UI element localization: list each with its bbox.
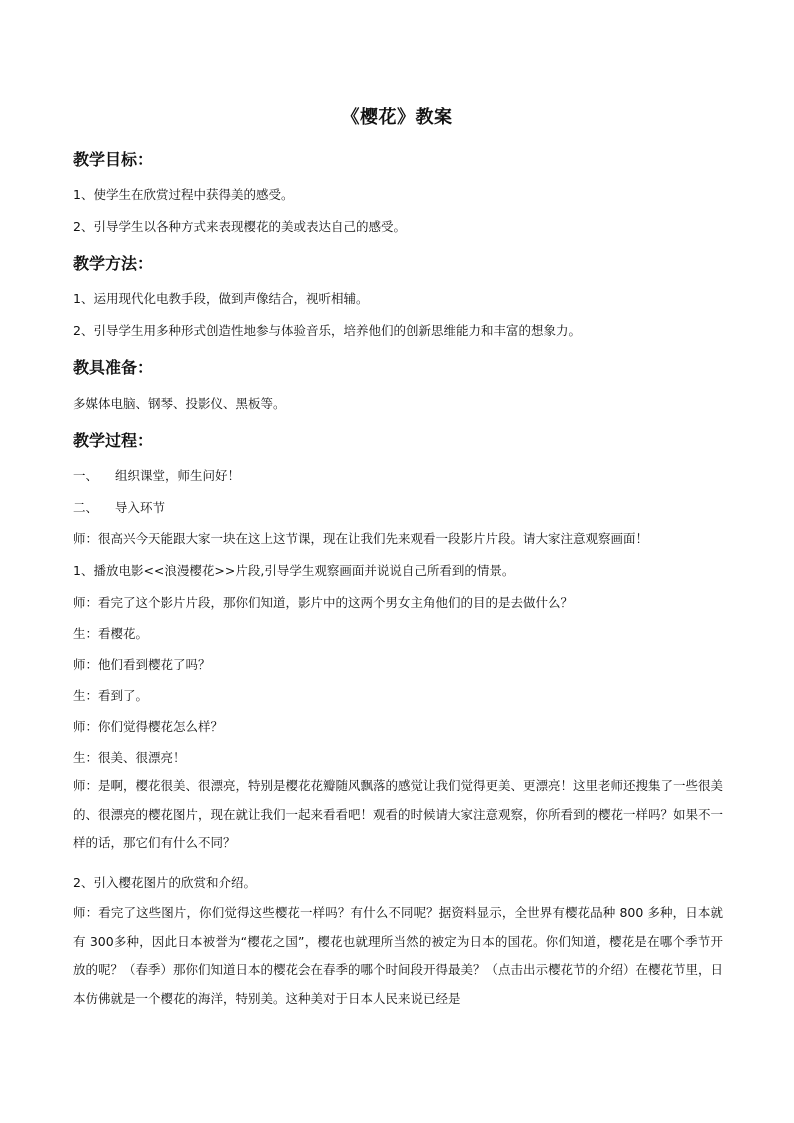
- dialogue-line: 师：他们看到樱花了吗？: [73, 657, 211, 672]
- step-number: 二、: [73, 500, 99, 515]
- goal-item-1: 1、使学生在欣赏过程中获得美的感受。: [73, 187, 294, 202]
- dialogue-line: 师：你们觉得樱花怎么样？: [73, 719, 224, 734]
- dialogue-line: 2、引入樱花图片的欣赏和介绍。: [73, 875, 256, 890]
- document-title: 《樱花》教案: [341, 107, 453, 128]
- process-step-1: [73, 466, 723, 485]
- dialogue-line: 师：很高兴今天能跟大家一块在这上这节课，现在让我们先来观看一段影片片段。请大家注意观察画面！: [73, 531, 649, 546]
- process-step-2: [73, 498, 723, 517]
- tools-item-1: 多媒体电脑、钢琴、投影仪、黑板等。: [73, 396, 286, 411]
- method-item-1: 1、运用现代化电教手段，做到声像结合，视听相辅。: [73, 291, 369, 306]
- paragraph-2: 师：看完了这些图片，你们觉得这些樱花一样吗？有什么不同呢？据资料显示，全世界有樱花品种 800 多种，日本就有 300多种，因此日本被誉为“樱花之国”，樱花也就理所当然的被定为日本的国花。你们知道，樱花是在哪个季节开放的呢？（春季）那你们知道日本的樱花会在春季的哪个时间段开得最美？（点击出示樱花节的介绍）在樱花节里，日本仿佛就是一个樱花的海洋，特别美。这种美对于日本人民来说已经是: [73, 905, 724, 1006]
- dialogue-line: 生：看樱花。: [73, 626, 149, 641]
- goal-item-2: 2、引导学生以各种方式来表现樱花的美或表达自己的感受。: [73, 219, 406, 234]
- step-text: 导入环节: [115, 500, 166, 515]
- dialogue-line: 生：很美、很漂亮！: [73, 750, 186, 765]
- dialogue-line: 师：看完了这个影片片段，那你们知道，影片中的这两个男女主角他们的目的是去做什么？: [73, 595, 574, 610]
- step-text: 组织课堂，师生问好！: [115, 468, 241, 483]
- heading-process: 教学过程：: [73, 431, 154, 450]
- heading-tools: 教具准备：: [73, 358, 154, 377]
- heading-goals: 教学目标：: [73, 150, 154, 169]
- heading-methods: 教学方法：: [73, 254, 154, 273]
- step-number: 一、: [73, 468, 99, 483]
- dialogue-line: 生：看到了。: [73, 688, 149, 703]
- dialogue-line: 1、播放电影<<浪漫樱花>>片段,引导学生观察画面并说说自己所看到的情景。: [73, 563, 515, 578]
- method-item-2: 2、引导学生用多种形式创造性地参与体验音乐，培养他们的创新思维能力和丰富的想象力。: [73, 323, 581, 338]
- paragraph-1: 师：是啊，樱花很美、很漂亮，特别是樱花花瓣随风飘落的感觉让我们觉得更美、更漂亮！这里老师还搜集了一些很美的、很漂亮的樱花图片，现在就让我们一起来看看吧！观看的时候请大家注意观察，你所看到的樱花一样吗？如果不一样的话，那它们有什么不同？: [73, 778, 724, 850]
